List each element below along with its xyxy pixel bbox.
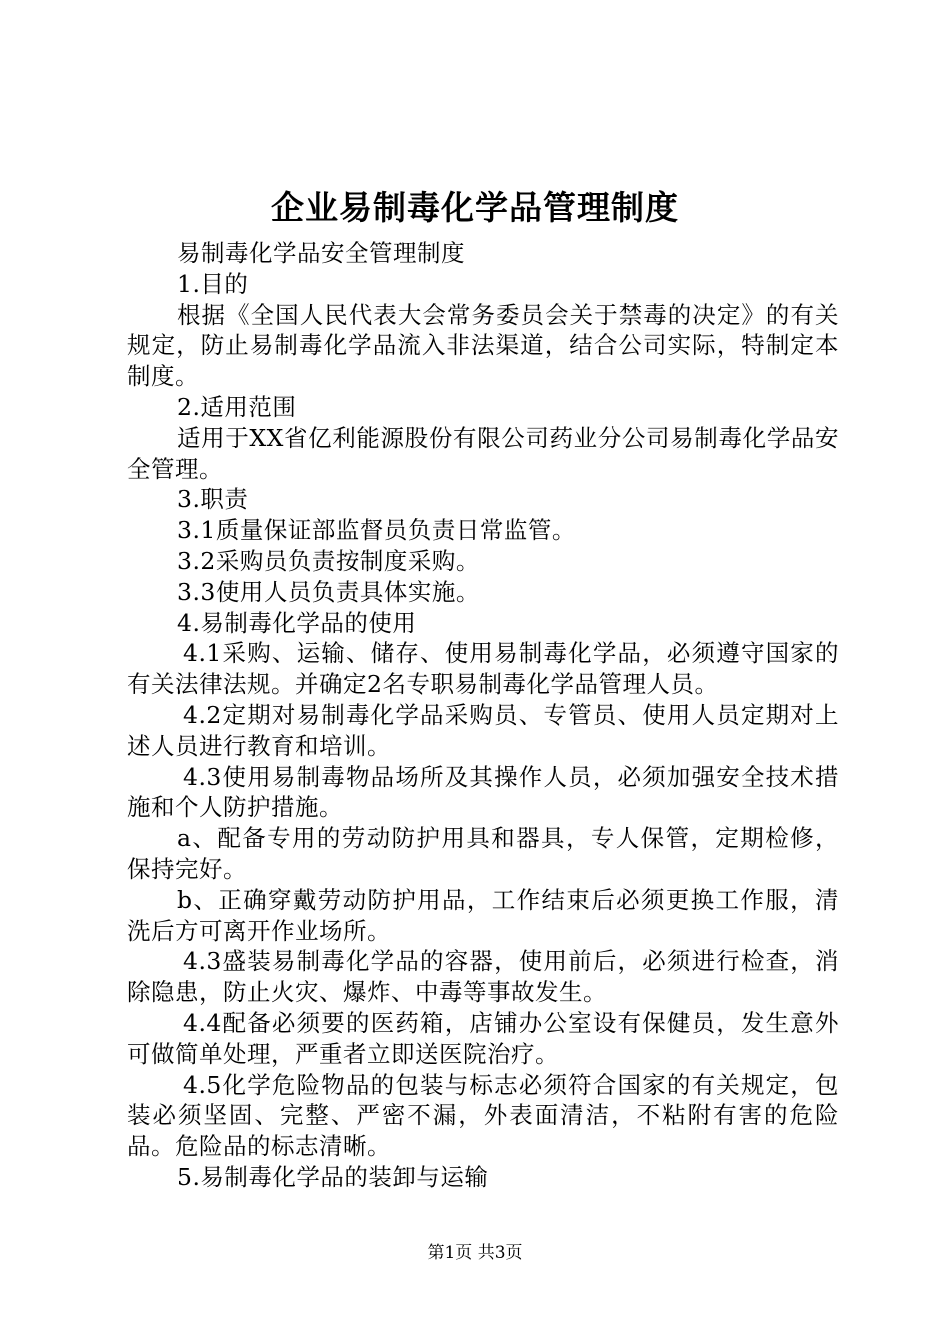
paragraph-usage-4-5: 4.5化学危险物品的包装与标志必须符合国家的有关规定，包装必须坚固、完整、严密不漏，外表面清洁，不粘附有害的危险品。危险品的标志清晰。 [127, 1070, 839, 1161]
paragraph-heading: 易制毒化学品安全管理制度 [177, 239, 465, 267]
section-heading-scope: 2.适用范围 [177, 392, 297, 421]
section-heading-usage: 4.易制毒化学品的使用 [177, 608, 417, 637]
document-title: 企业易制毒化学品管理制度 [271, 188, 679, 227]
paragraph-purpose: 根据《全国人民代表大会常务委员会关于禁毒的决定》的有关规定，防止易制毒化学品流入非法渠道，结合公司实际，特制定本制度。 [127, 300, 839, 391]
paragraph-usage-4-3: 4.3使用易制毒物品场所及其操作人员，必须加强安全技术措施和个人防护措施。 [127, 762, 839, 822]
section-heading-purpose: 1.目的 [177, 269, 249, 298]
paragraph-duty-3-1: 3.1质量保证部监督员负责日常监管。 [177, 516, 576, 545]
page-footer: 第1页 共3页 [427, 1243, 523, 1263]
paragraph-item-b: b、正确穿戴劳动防护用品，工作结束后必须更换工作服，清洗后方可离开作业场所。 [127, 885, 839, 945]
document-body [127, 238, 839, 1193]
paragraph-usage-4-4: 4.4配备必须要的医药箱，店铺办公室设有保健员，发生意外可做简单处理，严重者立即送医院治疗。 [127, 1008, 839, 1068]
section-heading-loading-transport: 5.易制毒化学品的装卸与运输 [177, 1162, 489, 1191]
section-heading-duties: 3.职责 [177, 485, 249, 514]
paragraph-item-a: a、配备专用的劳动防护用具和器具，专人保管，定期检修，保持完好。 [127, 824, 839, 883]
paragraph-duty-3-2: 3.2采购员负责按制度采购。 [177, 546, 480, 575]
paragraph-usage-4-2: 4.2定期对易制毒化学品采购员、专管员、使用人员定期对上述人员进行教育和培训。 [127, 700, 839, 760]
paragraph-scope: 适用于XX省亿利能源股份有限公司药业分公司易制毒化学品安全管理。 [127, 423, 839, 483]
paragraph-duty-3-3: 3.3使用人员负责具体实施。 [177, 577, 480, 606]
paragraph-usage-4-1: 4.1采购、运输、储存、使用易制毒化学品，必须遵守国家的有关法律法规。并确定2名专职易制毒化学品管理人员。 [127, 639, 839, 699]
paragraph-usage-4-3-container: 4.3盛装易制毒化学品的容器，使用前后，必须进行检查，消除隐患，防止火灾、爆炸、中毒等事故发生。 [127, 947, 839, 1007]
